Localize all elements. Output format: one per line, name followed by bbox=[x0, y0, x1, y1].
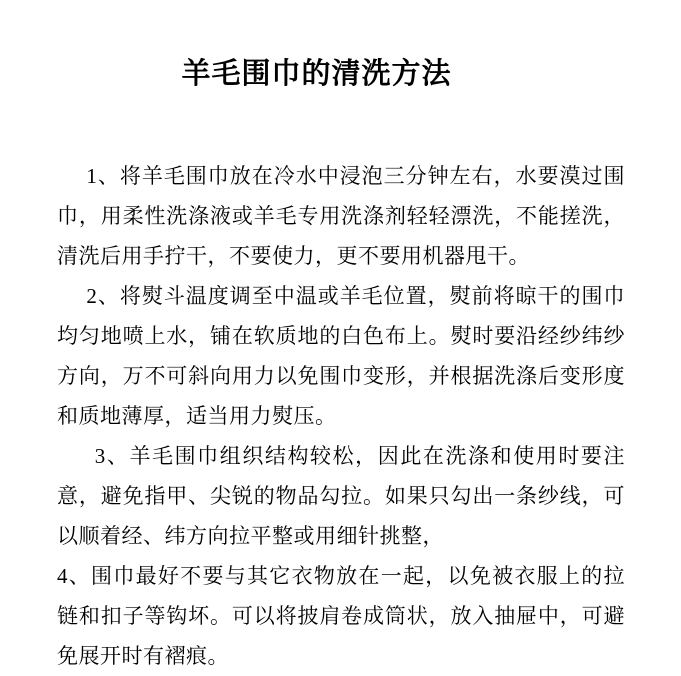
paragraph-4: 4、围巾最好不要与其它衣物放在一起，以免被衣服上的拉链和扣子等钩坏。可以将披肩卷成筒状，放入抽屉中，可避免展开时有褶痕。 bbox=[57, 564, 625, 668]
document-body bbox=[57, 156, 625, 676]
paragraph-1: 1、将羊毛围巾放在冷水中浸泡三分钟左右，水要漠过围巾，用柔性洗涤液或羊毛专用洗涤剂轻轻漂洗，不能搓洗，清洗后用手拧干，不要使力，更不要用机器甩干。 bbox=[57, 164, 625, 268]
paragraph-2: 2、将熨斗温度调至中温或羊毛位置，熨前将晾干的围巾均匀地喷上水，铺在软质地的白色布上。熨时要沿经纱纬纱方向，万不可斜向用力以免围巾变形，并根据洗涤后变形度和质地薄厚，适当用力熨压。 bbox=[57, 284, 625, 428]
paragraph-3: 3、羊毛围巾组织结构较松，因此在洗涤和使用时要注意，避免指甲、尖锐的物品勾拉。如果只勾出一条纱线，可以顺着经、纬方向拉平整或用细针挑整， bbox=[57, 444, 625, 548]
document-title: 羊毛围巾的清洗方法 bbox=[181, 58, 452, 90]
